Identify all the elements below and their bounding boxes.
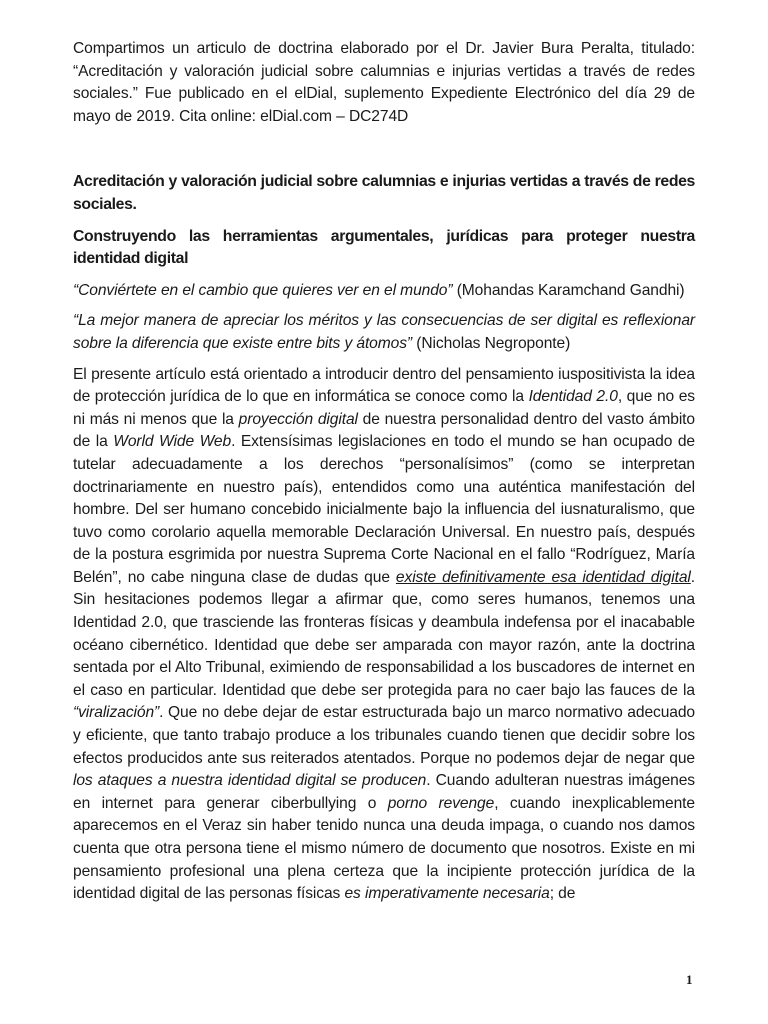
body-emphasis: los ataques a nuestra identidad digital se producen [73,772,427,790]
epigraph-quote-gandhi [73,280,695,303]
quote-text: “Conviértete en el cambio que quieres ver en el mundo” [73,281,453,299]
page-number: 1 [686,972,693,987]
body-emphasis: proyección digital [238,410,358,428]
body-emphasis: porno revenge [387,794,495,812]
body-emphasis: “viralización” [73,704,160,722]
quote-text: “La mejor manera de apreciar los méritos y las consecuencias de ser digital es reflexionar sobre la diferencia que existe entre bits y átomos” [73,312,695,352]
body-emphasis: World Wide Web [113,433,232,451]
body-paragraph [73,364,695,906]
body-emphasis: Identidad 2.0 [528,388,618,406]
body-underlined-emphasis [396,569,691,586]
body-text-run: . Cuando adulteran nuestras imágenes en internet para generar ciberbullying o [73,772,695,812]
body-text-run: . Sin hesitaciones podemos llegar a afirmar que, como seres humanos, tenemos una Identidad 2.0, que trasciende las fronteras físicas y deambula indefensa por el inacabable océano cibernético. Identidad que debe ser amparada con mayor razón, ante la doctrina sentada por el Alto Tribunal, eximiendo de responsabilidad a los buscadores de internet en el caso en particular. Identidad que debe ser protegida para no caer bajo las fauces de la [73,568,696,699]
intro-paragraph: Compartimos un articulo de doctrina elaborado por el Dr. Javier Bura Peralta, titulado: “Acreditación y valoración judicial sobre calumnias e injurias vertidas a través de redes sociales.” Fue publicado en el elDial, suplemento Expediente Electrónico del día 29 de mayo de 2019. Cita online: elDial.com – DC274D [73,40,695,125]
epigraph-quote-negroponte [73,310,695,355]
body-text-run: ; de [549,885,576,903]
document-page [73,38,695,906]
article-title: Acreditación y valoración judicial sobre calumnias e injurias vertidas a través de redes sociales. [73,173,695,213]
quote-author: (Mohandas Karamchand Gandhi) [456,281,685,299]
body-text-run: El presente artículo está orientado a introducir dentro del pensamiento iuspositivista la idea de protección jurídica de lo que en informática se conoce como la [73,365,695,406]
body-text-run: . Que no debe dejar de estar estructurada bajo un marco normativo adecuado y eficiente, que tanto trabajo produce a los tribunales cuando tienen que decidir sobre los efectos producidos ante sus reiterados atentados. Porque no podemos dejar de negar que [73,704,695,767]
body-text-run: , que no es ni más ni menos que la [73,388,695,428]
body-emphasis: existe definitivamente esa identidad digital [395,568,691,586]
body-emphasis: es imperativamente necesaria [344,885,550,903]
body-text-run: de nuestra personalidad dentro del vasto ámbito de la [73,410,695,451]
body-text-run: . Extensísimas legislaciones en todo el mundo se han ocupado de tutelar adecuadamente a los derechos “personalísimos” (como se interpretan doctrinariamente en nuestro país), entendidos como una auténtica manifestación del hombre. Del ser humano concebido inicialmente bajo la influencia del iusnaturalismo, que tuvo como corolario aquella memorable Declaración Universal. En nuestro país, después de la postura esgrimida por nuestra Suprema Corte Nacional en el fallo “Rodríguez, María Belén”, no cabe ninguna clase de dudas que [73,433,696,586]
quote-author: (Nicholas Negroponte) [416,334,571,352]
article-subtitle: Construyendo las herramientas argumentales, jurídicas para proteger nuestra identidad digital [73,227,695,268]
body-text-run: , cuando inexplicablemente aparecemos en el Veraz sin haber tenido nunca una deuda impaga, o cuando nos damos cuenta que otra persona tiene el mismo número de documento que nosotros. Existe en mi pensamiento profesional una plena certeza que la incipiente protección jurídica de la identidad digital de las personas físicas [73,794,695,903]
